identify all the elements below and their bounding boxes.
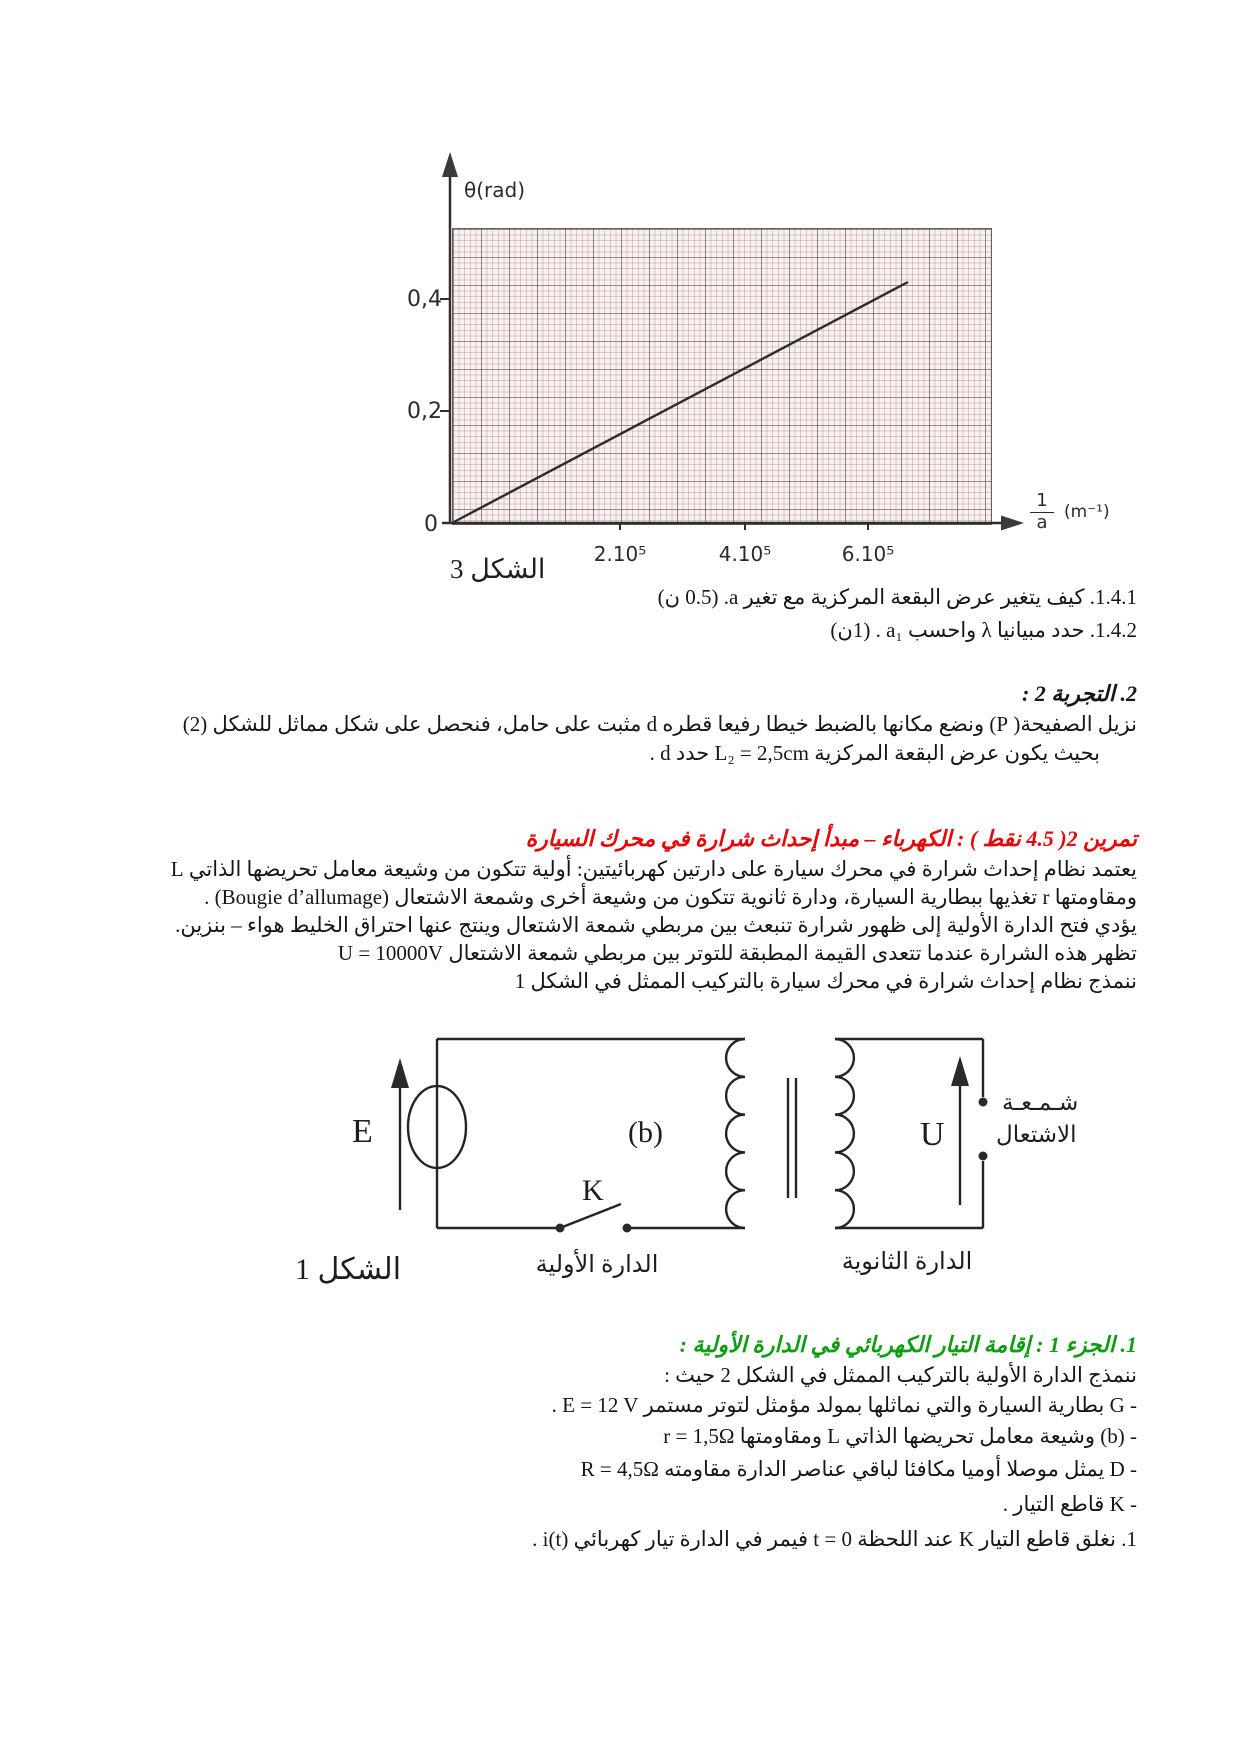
- experience2-line1: نزيل الصفيحة( P) ونضع مكانها بالضبط خيطا رفيعا قطره d مثبت على حامل، فنحصل على شكل مماثل للشكل (2): [182, 712, 1137, 736]
- question-1-4-2: 1.4.2. حدد مبيانيا λ واحسب a₁ . (1ن): [830, 618, 1137, 642]
- part1-item-d: - D يمثل موصلا أوميا مكافئا لباقي عناصر الدارة مقاومته R = 4,5Ω: [580, 1457, 1137, 1481]
- primary-circuit-label: الدارة الأولية: [535, 1252, 659, 1278]
- part1-item-g: - G بطارية السيارة والتي نماثلها بمولد مؤمثل لتوتر مستمر E = 12 V .: [551, 1393, 1137, 1417]
- b-label: (b): [628, 1116, 663, 1149]
- k-label: K: [582, 1174, 604, 1207]
- figure3-chart: [390, 150, 1140, 630]
- part1-item-b: - (b) وشيعة معامل تحريضها الذاتي L ومقاومتها r = 1,5Ω: [663, 1424, 1137, 1448]
- figure3-caption: الشكل 3: [450, 554, 546, 584]
- x-axis-unit: (m⁻¹): [1064, 502, 1110, 522]
- experience2-line2: بحيث يكون عرض البقعة المركزية L₂ = 2,5cm حدد d .: [649, 741, 1100, 765]
- spark-gap-terminal-top: [979, 1098, 988, 1107]
- u-label: U: [920, 1116, 945, 1153]
- y-tick-label-04: 0,4: [407, 287, 442, 312]
- part1-intro: ننمذج الدارة الأولية بالتركيب الممثل في الشكل 2 حيث :: [664, 1363, 1137, 1387]
- switch-contact-right: [623, 1224, 632, 1233]
- spark-gap-terminal-bottom: [979, 1152, 988, 1161]
- question-1-4-1: 1.4.1. كيف يتغير عرض البقعة المركزية مع تغير a. (0.5 ن): [657, 585, 1137, 609]
- exercise2-paragraph-line5: ننمذج نظام إحداث شرارة في محرك سيارة بالتركيب الممثل في الشكل 1: [514, 969, 1137, 993]
- switch-blade: [560, 1204, 621, 1228]
- secondary-coil: [835, 1039, 854, 1228]
- y-tick-label-02: 0,2: [407, 399, 442, 424]
- exercise2-paragraph-line2: ومقاومتها r تغذيها ببطارية السيارة، ودارة ثانوية تتكون من وشيعة أخرى وشمعة الاشتعال (Bougie d’allumage) .: [204, 885, 1137, 909]
- y-axis-label: θ(rad): [464, 178, 526, 202]
- switch-contact-left: [556, 1224, 565, 1233]
- e-arrowhead-icon: [391, 1058, 409, 1088]
- x-axis-arrow-icon: [1001, 516, 1024, 531]
- part1-question1: 1. نغلق قاطع التيار K عند اللحظة t = 0 فيمر في الدارة تيار كهربائي i(t) .: [532, 1527, 1137, 1551]
- e-label: E: [352, 1113, 373, 1150]
- y-axis-arrow-icon: [442, 152, 458, 177]
- x-tick-label-4e5: 4.10⁵: [718, 542, 772, 566]
- spark-plug-label-line1: شـمـعـة: [1002, 1090, 1079, 1115]
- exercise2-paragraph-line1: يعتمد نظام إحداث شرارة في محرك سيارة على دارتين كهربائيتين: أولية تتكون من وشيعة معامل تحريضها الذاتي L: [170, 857, 1137, 881]
- spark-plug-label-line2: الاشتعال: [996, 1122, 1077, 1147]
- secondary-circuit-label: الدارة الثانوية: [841, 1249, 973, 1275]
- exercise2-paragraph-line4: تظهر هذه الشرارة عندما تتعدى القيمة المطبقة للتوتر بين مربطي شمعة الاشتعال U = 10000V: [337, 941, 1137, 965]
- exercise2-paragraph-line3: يؤدي فتح الدارة الأولية إلى ظهور شرارة تنبعث بين مربطي شمعة الاشتعال وينتج عنها احتراق الخليط هواء – بنزين.: [175, 913, 1137, 937]
- x-tick-label-6e5: 6.10⁵: [841, 542, 895, 566]
- data-line: [452, 282, 908, 523]
- u-arrowhead-icon: [951, 1056, 969, 1086]
- primary-coil: [726, 1039, 745, 1228]
- experience2-heading: 2. التجربة 2 :: [1021, 681, 1137, 706]
- origin-label: 0: [424, 512, 438, 537]
- part1-item-k: - K قاطع التيار .: [1002, 1492, 1137, 1516]
- fraction-denominator: a: [1036, 511, 1048, 533]
- exercise2-heading: تمرين 2( 4.5 نقط ) : الكهرباء – مبدأ إحداث شرارة في محرك السيارة: [525, 826, 1137, 851]
- figure1-caption: الشكل 1: [295, 1253, 402, 1286]
- x-axis-label-fraction: [1030, 492, 1054, 533]
- x-tick-label-2e5: 2.10⁵: [593, 542, 647, 566]
- part1-heading: 1. الجزء 1 : إقامة التيار الكهربائي في الدارة الأولية :: [679, 1332, 1137, 1357]
- fraction-numerator: 1: [1030, 492, 1054, 513]
